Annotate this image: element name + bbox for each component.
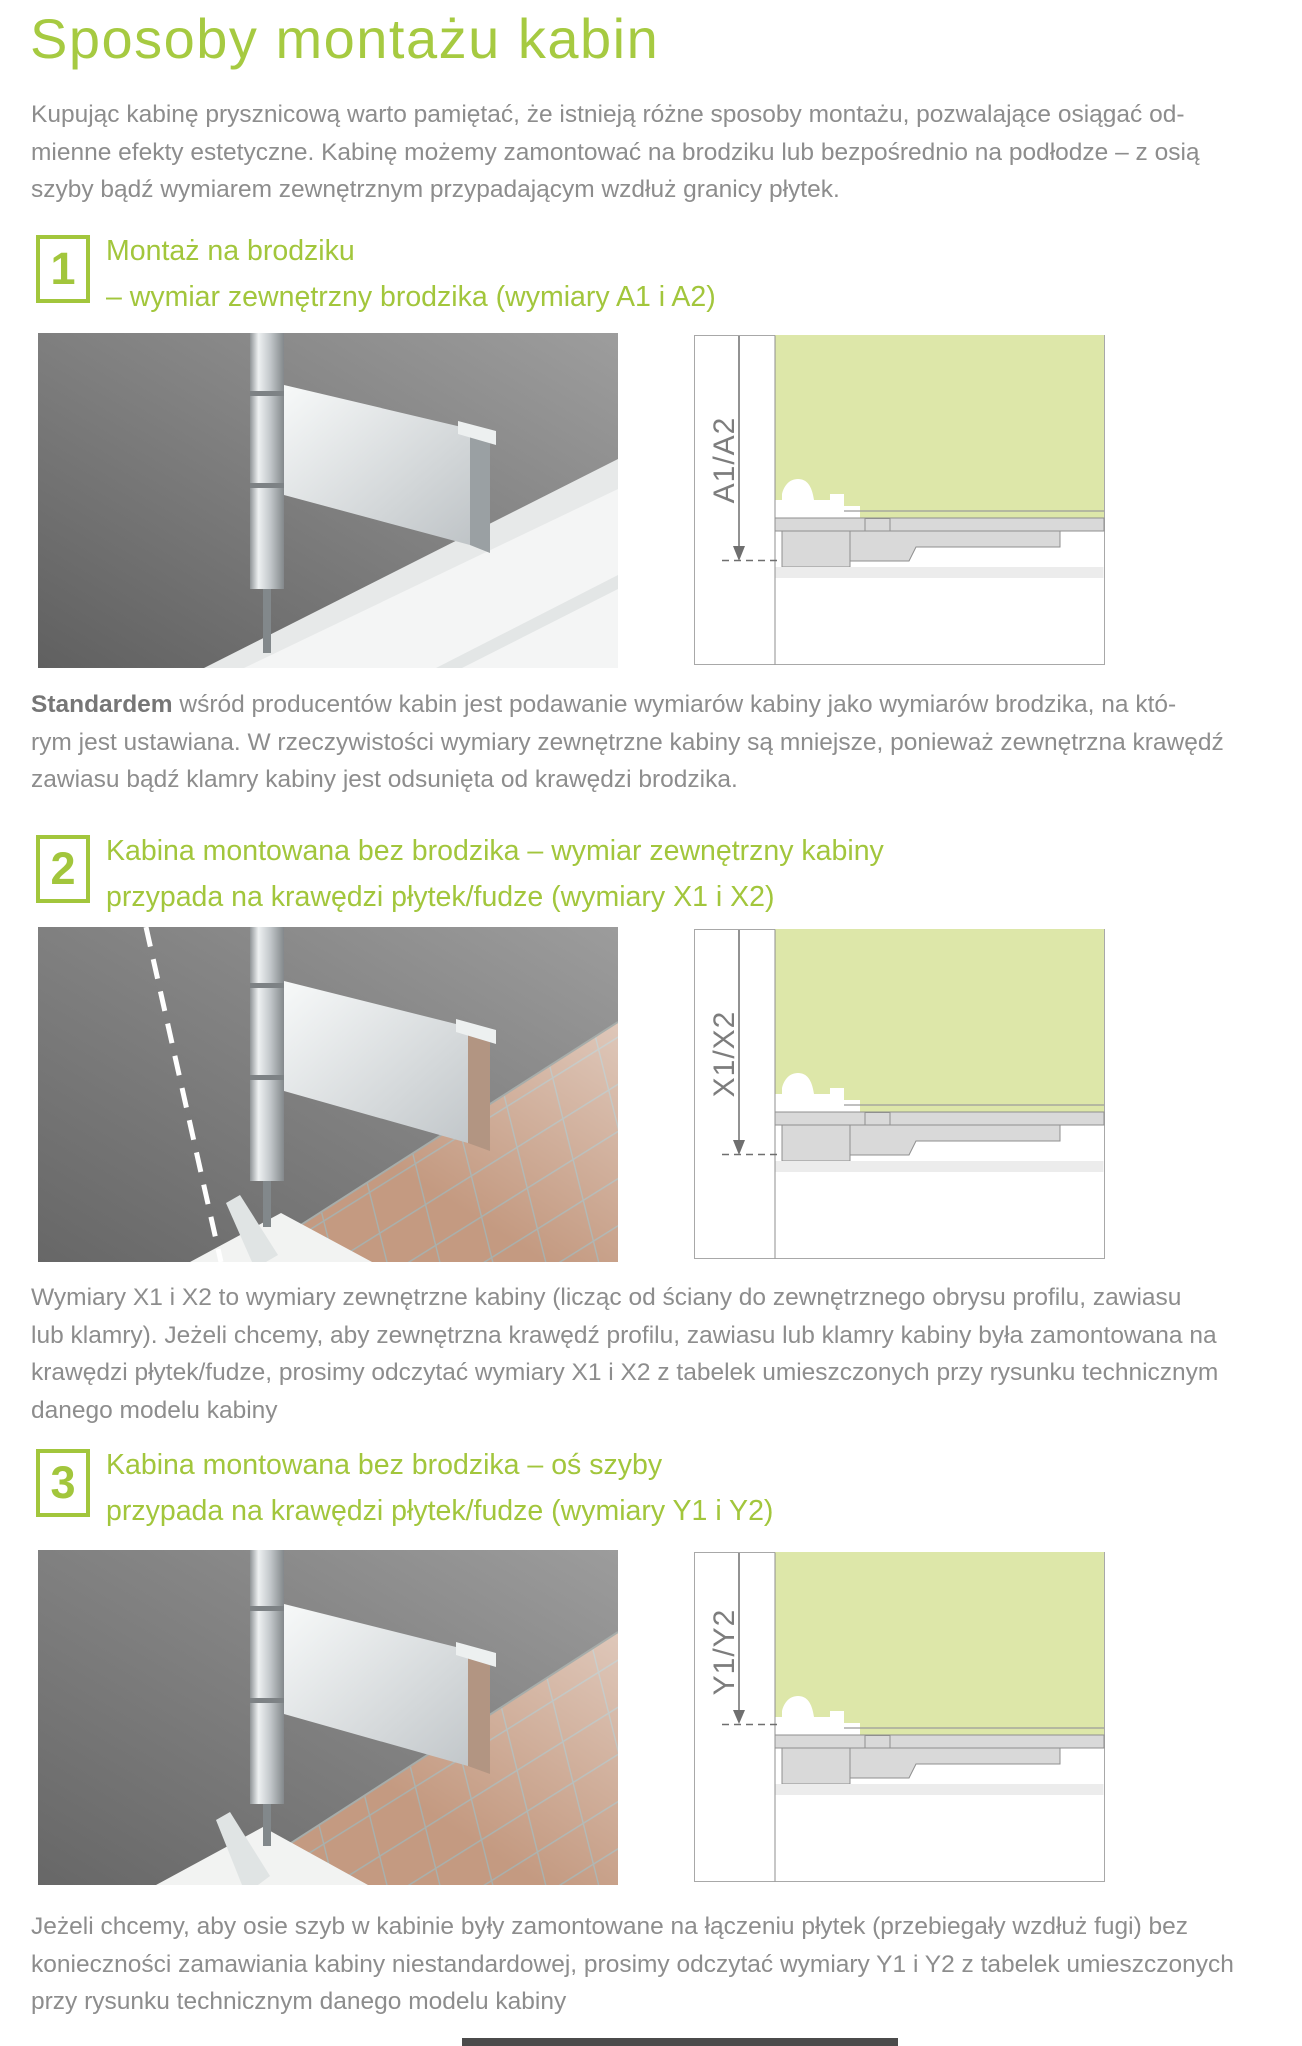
heading-line: Kabina montowana bez brodzika – wymiar zewnętrzny kabiny [106, 835, 884, 867]
paragraph-line: konieczności zamawiania kabiny niestandardowej, prosimy odczytać wymiary Y1 i Y2 z tabelek umieszczonych [31, 1950, 1234, 1978]
glass-area [775, 335, 1104, 518]
diagram-y1-y2 [694, 1552, 1105, 1882]
section-number-box [36, 835, 90, 903]
section-2-figure [38, 927, 1278, 1263]
hinge-knuckle [250, 1075, 284, 1080]
tray-band [775, 1735, 1104, 1748]
paragraph-line: szyby bądź wymiarem zewnętrznym przypadającym wzdłuż granicy płytek. [31, 176, 840, 203]
next-section-preview-strip [462, 2038, 898, 2046]
section-2-heading [106, 828, 884, 920]
hinge-plate-edge [468, 1027, 490, 1151]
glass-area [775, 1552, 1104, 1735]
section-1-heading [106, 228, 716, 320]
hinge-bar [250, 927, 284, 1181]
section-number-box [36, 235, 90, 303]
tray-shadow [776, 567, 1104, 578]
hinge-knuckle [250, 983, 284, 988]
tray-notch [865, 1736, 890, 1749]
page-title: Sposoby montażu kabin [30, 7, 660, 70]
hinge-bar [250, 333, 284, 589]
section-3-note [31, 1908, 1281, 2021]
paragraph-line: Standardem wśród producentów kabin jest podawanie wymiarów kabiny jako wymiarów brodzika, na któ- [31, 691, 1177, 718]
heading-line: Montaż na brodziku [106, 235, 355, 267]
tray-shadow [776, 1784, 1104, 1795]
section-2-note [31, 1279, 1281, 1429]
diagram-dimension-label: Y1/Y2 [708, 1608, 741, 1696]
tray-band [775, 1112, 1104, 1125]
intro-paragraph [31, 96, 1281, 209]
section-3-heading [106, 1442, 773, 1534]
heading-line: przypada na krawędzi płytek/fudze (wymiary Y1 i Y2) [106, 1495, 774, 1527]
tray-shadow [776, 1161, 1104, 1172]
diagram-dimension-label: X1/X2 [708, 1010, 741, 1098]
hinge-knuckle [250, 1606, 284, 1611]
section-1-figure [38, 333, 1278, 669]
paragraph-line: zawiasu bądź klamry kabiny jest odsunięta od krawędzi brodzika. [31, 766, 738, 793]
section-1-header [36, 228, 716, 320]
diagram-x1-x2 [694, 929, 1105, 1259]
section-3-header [36, 1442, 773, 1534]
paragraph-line: Kupując kabinę prysznicową warto pamiętać, że istnieją różne sposoby montażu, pozwalające osiągać od- [31, 101, 1185, 128]
tray-block [782, 1748, 850, 1784]
paragraph-line: Jeżeli chcemy, aby osie szyb w kabinie były zamontowane na łączeniu płytek (przebiegały wzdłuż fugi) bez [31, 1913, 1189, 1940]
tray-band [775, 518, 1104, 531]
section-3-figure [38, 1550, 1278, 1886]
heading-line: przypada na krawędzi płytek/fudze (wymiary X1 i X2) [106, 881, 775, 913]
section-2-header [36, 828, 884, 920]
hinge-plate-edge [468, 1650, 490, 1774]
hinge-bar [250, 1550, 284, 1804]
section-number-box [36, 1449, 90, 1517]
section-number: 1 [50, 243, 76, 294]
paragraph-line: przy rysunku technicznym danego modelu kabiny [31, 1988, 567, 2015]
paragraph-line: danego modelu kabiny [31, 1396, 278, 1424]
diagram-a1-a2 [694, 335, 1105, 665]
tray-block [782, 1125, 850, 1161]
paragraph-line: Wymiary X1 i X2 to wymiary zewnętrzne kabiny (licząc od ściany do zewnętrznego obrysu profilu, zawiasu [31, 1284, 1182, 1311]
bold-lead: Standardem [31, 691, 173, 718]
tray-block [782, 531, 850, 567]
heading-line: Kabina montowana bez brodzika – oś szyby [106, 1449, 663, 1481]
tray-notch [865, 1113, 890, 1126]
paragraph-line: rym jest ustawiana. W rzeczywistości wymiary zewnętrzne kabiny są mniejsze, ponieważ zewnętrzna krawędź [31, 728, 1224, 756]
paragraph-line: lub klamry). Jeżeli chcemy, aby zewnętrzna krawędź profilu, zawiasu lub klamry kabiny była zamontowana na [31, 1321, 1217, 1349]
photo-hinge-on-tray [38, 333, 618, 668]
section-number: 3 [50, 1457, 76, 1508]
hinge-knuckle [250, 483, 284, 488]
heading-line: – wymiar zewnętrzny brodzika (wymiary A1 i A2) [106, 281, 716, 313]
paragraph-line: krawędzi płytek/fudze, prosimy odczytać wymiary X1 i X2 z tabelek umieszczonych przy rysunku technicznym [31, 1359, 1219, 1386]
section-1-note [31, 686, 1281, 799]
photo-hinge-on-tiles-axis [38, 927, 618, 1262]
hinge-plate-edge [470, 429, 490, 553]
photo-hinge-on-tiles [38, 1550, 618, 1885]
glass-area [775, 929, 1104, 1112]
section-number: 2 [50, 843, 76, 894]
diagram-dimension-label: A1/A2 [708, 416, 741, 504]
paragraph-line: mienne efekty estetyczne. Kabinę możemy zamontować na brodziku lub bezpośrednio na podłodze – z osią [31, 138, 1200, 166]
hinge-knuckle [250, 391, 284, 396]
tray-notch [865, 519, 890, 532]
hinge-knuckle [250, 1698, 284, 1703]
